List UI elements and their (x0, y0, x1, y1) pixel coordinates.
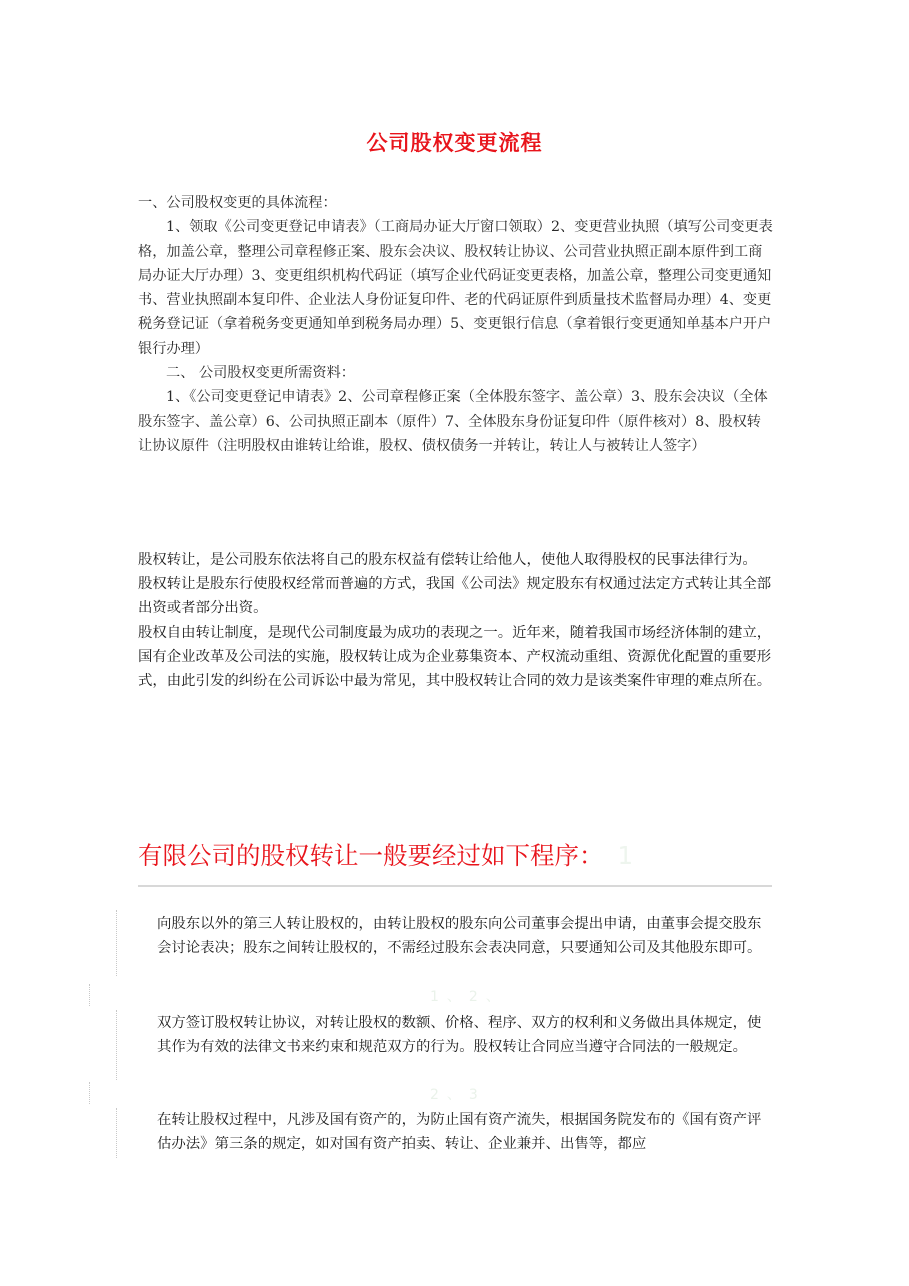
page-title: 公司股权变更流程 (366, 131, 543, 155)
process-steps-paragraph: 1、领取《公司变更登记申请表》（工商局办证大厅窗口领取）2、变更营业执照（填写公司变更表格，加盖公章，整理公司章程修正案、股东会决议、股权转让协议、公司营业执照正副本原件到工商局办证大厅办理）3、变更组织机构代码证（填写企业代码证变更表格，加盖公章，整理公司变更通知书、营业执照副本复印件、企业法人身份证复印件、老的代码证原件到质量技术监督局办理）4、变更税务登记证（拿着税务变更通知单到税务局办理）5、变更银行信息（拿着银行变更通知单基本户开户银行办理） (138, 219, 773, 357)
heading-divider (138, 885, 772, 887)
left-border-decoration (89, 1082, 90, 1104)
process-section (138, 191, 774, 458)
definition-section (138, 548, 774, 693)
materials-paragraph: 1、《公司变更登记申请表》2、公司章程修正案（全体股东签字、盖公章）3、股东会决议（全体股东签字、盖公章）6、公司执照正副本（原件）7、全体股东身份证复印件（原件核对）8、股权转让协议原件（注明股权由谁转让给谁，股权、债权债务一并转让，转让人与被转让人签字） (138, 389, 768, 454)
procedure-heading (138, 838, 633, 874)
left-border-decoration (116, 910, 117, 976)
left-border-decoration (89, 984, 90, 1006)
step-marker-2: 1、2、 (430, 989, 508, 1005)
system-paragraph: 股权自由转让制度，是现代公司制度最为成功的表现之一。近年来，随着我国市场经济体制的建立，国有企业改革及公司法的实施，股权转让成为企业募集资本、产权流动重组、资源优化配置的重要形式，由此引发的纠纷在公司诉讼中最为常见，其中股权转让合同的效力是该类案件审理的难点所在。 (138, 624, 772, 690)
method-paragraph: 股权转让是股东行使股权经常而普遍的方式，我国《公司法》规定股东有权通过法定方式转让其全部出资或者部分出资。 (138, 576, 772, 617)
procedure-heading-text: 有限公司的股权转让一般要经过如下程序： (138, 841, 604, 870)
materials-heading: 二、 公司股权变更所需资料： (166, 365, 355, 382)
step-marker-3: 2、3 (430, 1087, 486, 1103)
procedure-step-3: 在转让股权过程中，凡涉及国有资产的，为防止国有资产流失，根据国务院发布的《国有资产评估办法》第三条的规定，如对国有资产拍卖、转让、企业兼并、出售等，都应 (157, 1112, 762, 1153)
procedure-heading-mark: 1 (617, 841, 634, 870)
procedure-step-2: 双方签订股权转让协议，对转让股权的数额、价格、程序、双方的权利和义务做出具体规定，使其作为有效的法律文书来约束和规范双方的行为。股权转让合同应当遵守合同法的一般规定。 (157, 1015, 762, 1056)
left-border-decoration (116, 1010, 117, 1080)
definition-paragraph: 股权转让，是公司股东依法将自己的股东权益有偿转让给他人，使他人取得股权的民事法律行为。 (138, 552, 757, 568)
left-border-decoration (116, 1108, 117, 1158)
procedure-step-1: 向股东以外的第三人转让股权的，由转让股权的股东向公司董事会提出申请，由董事会提交股东会讨论表决；股东之间转让股权的，不需经过股东会表决同意，只要通知公司及其他股东即可。 (157, 916, 762, 957)
process-heading: 一、公司股权变更的具体流程： (138, 195, 337, 211)
